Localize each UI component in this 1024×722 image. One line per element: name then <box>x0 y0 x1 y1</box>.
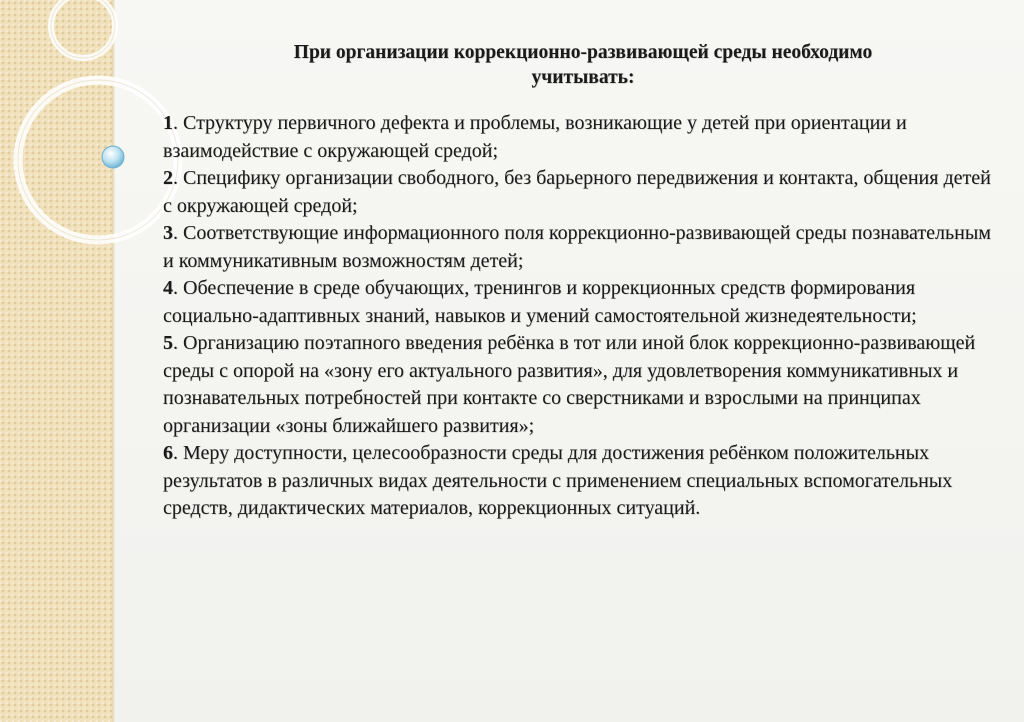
title-line-1: При организации коррекционно-развивающей среды необходимо <box>293 42 873 63</box>
item-number: 4 <box>163 277 173 299</box>
bubble-dot <box>102 146 124 168</box>
list-item <box>163 275 1003 330</box>
list-item <box>163 330 1003 440</box>
item-number: 5 <box>163 332 173 354</box>
item-text: . Обеспечение в среде обучающих, тренингов и коррекционных средств формирования социально-адаптивных знаний, навыков и умений самостоятельной жизнедеятельности; <box>163 277 917 327</box>
item-text: . Соответствующие информационного поля коррекционно-развивающей среды познавательным и коммуникативным возможностям детей; <box>163 222 991 272</box>
slide-title <box>163 40 1003 90</box>
title-line-2: учитывать: <box>531 67 635 88</box>
item-text: . Специфику организации свободного, без барьерного передвижения и контакта, общения детей с окружающей средой; <box>163 167 991 217</box>
item-number: 6 <box>163 442 173 464</box>
list-item <box>163 220 1003 275</box>
item-number: 1 <box>163 112 173 134</box>
item-number: 3 <box>163 222 173 244</box>
list-item <box>163 165 1003 220</box>
large-ring <box>18 80 178 240</box>
list-item <box>163 440 1003 523</box>
item-number: 2 <box>163 167 173 189</box>
item-text: . Меру доступности, целесообразности среды для достижения ребёнком положительных результатов в различных видах деятельности с применением специальных вспомогательных средств, дидактических материалов, коррекционных ситуаций. <box>163 442 953 519</box>
item-text: . Организацию поэтапного введения ребёнка в тот или иной блок коррекционно-развивающей среды с опорой на «зону его актуального развития», для удовлетворения коммуникативных и познавательных потребностей при контакте со сверстниками и взрослыми на принципах организации «зоны ближайшего развития»; <box>163 332 976 437</box>
item-text: . Структуру первичного дефекта и проблемы, возникающие у детей при ориентации и взаимодействие с окружающей средой; <box>163 112 907 162</box>
slide-content <box>163 40 1003 523</box>
small-ring-shadow <box>51 0 115 58</box>
list-item <box>163 110 1003 165</box>
